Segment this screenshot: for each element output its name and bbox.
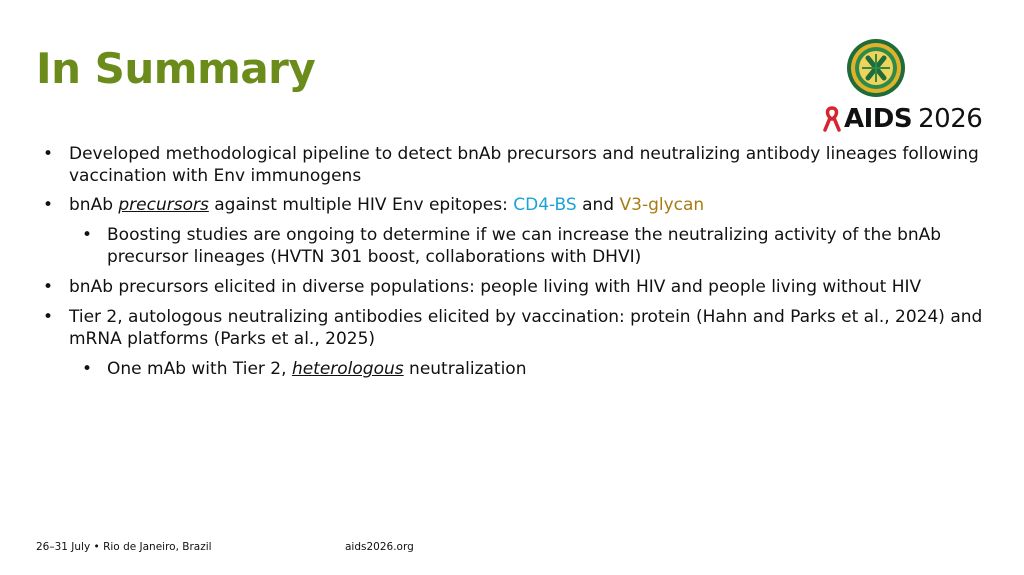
bullet-4-sub [107,358,997,380]
bullet-2-emphasis: precursors [118,195,209,215]
bullet-marker: • [43,307,54,327]
bullet-marker: • [43,277,54,297]
brand-wordmark [822,104,982,134]
bullet-2-pre: bnAb [69,195,119,215]
aids2026-logo [822,38,992,134]
v3-glycan-label: V3-glycan [619,195,705,215]
bullet-4-sub-post: neutralization [403,359,527,379]
bullet-2-mid: against multiple HIV Env epitopes: [208,195,514,215]
brand-year: 2026 [918,104,983,134]
conference-seal-icon [846,38,906,98]
footer-url[interactable]: aids2026.org [345,541,414,553]
bullet-marker: • [43,195,54,215]
bullet-4-sub-pre: One mAb with Tier 2, [107,359,292,379]
cd4-bs-label: CD4-BS [513,195,577,215]
bullet-marker: • [43,144,54,164]
footer-separator: • [93,541,100,553]
bullet-marker: • [82,359,93,379]
bullet-4: Tier 2, autologous neutralizing antibodies elicited by vaccination: protein (Hahn and Parks et al., 2024) and mRNA platforms (Parks et al., 2025) [69,307,983,349]
footer-location: Rio de Janeiro, Brazil [103,541,212,553]
red-ribbon-icon [822,106,842,132]
brand-word: AIDS [844,104,913,134]
bullet-2 [69,194,989,216]
bullet-2-sub: Boosting studies are ongoing to determine if we can increase the neutralizing activity of the bnAb precursor lineages (HVTN 301 boost, collaborations with DHVI) [107,225,942,267]
bullet-1: Developed methodological pipeline to detect bnAb precursors and neutralizing antibody lineages following vaccination with Env immunogens [69,144,979,186]
bullet-marker: • [82,225,93,245]
slide-title: In Summary [36,44,316,93]
bullet-4-sub-emphasis: heterologous [291,359,404,379]
bullet-2-and: and [576,195,620,215]
footer-event-info [36,541,212,553]
footer-dates: 26–31 July [36,541,91,553]
bullet-3: bnAb precursors elicited in diverse populations: people living with HIV and people living without HIV [69,277,922,297]
